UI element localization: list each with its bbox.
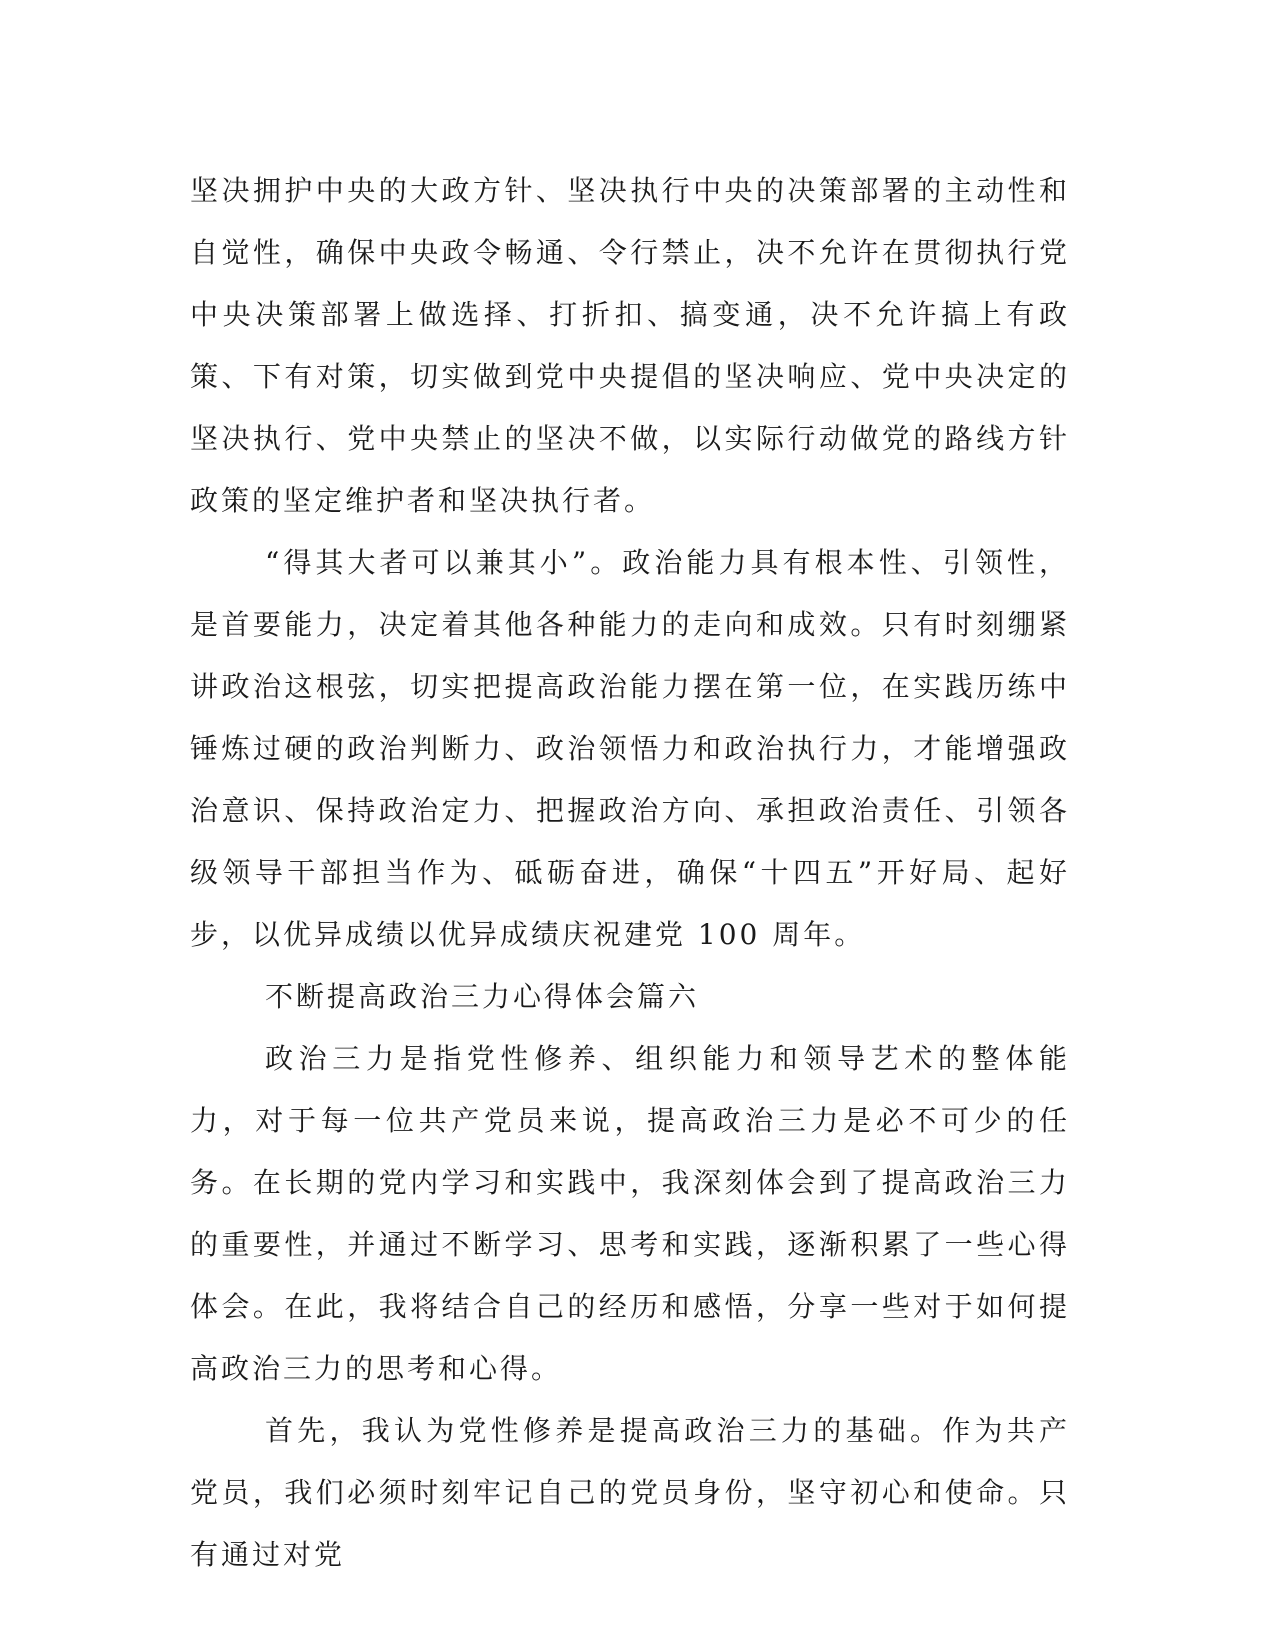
section-heading: 不断提高政治三力心得体会篇六 <box>265 980 700 1013</box>
paragraph-party-spirit: 首先，我认为党性修养是提高政治三力的基础。作为共产党员，我们必须时刻牢记自己的党员身份，坚守初心和使命。只有通过对党 <box>190 1414 1070 1571</box>
paragraph-intro-three-abilities: 政治三力是指党性修养、组织能力和领导艺术的整体能力，对于每一位共产党员来说，提高政治三力是必不可少的任务。在长期的党内学习和实践中，我深刻体会到了提高政治三力的重要性，并通过不断学习、思考和实践，逐渐积累了一些心得体会。在此，我将结合自己的经历和感悟，分享一些对于如何提高政治三力的思考和心得。 <box>190 1042 1070 1385</box>
paragraph-political-ability: “得其大者可以兼其小”。政治能力具有根本性、引领性，是首要能力，决定着其他各种能力的走向和成效。只有时刻绷紧讲政治这根弦，切实把提高政治能力摆在第一位，在实践历练中锤炼过硬的政治判断力、政治领悟力和政治执行力，才能增强政治意识、保持政治定力、把握政治方向、承担政治责任、引领各级领导干部担当作为、砥砺奋进，确保“十四五”开好局、起好步，以优异成绩以优异成绩庆祝建党 100 周年。 <box>190 546 1070 951</box>
paragraph-continuation: 坚决拥护中央的大政方针、坚决执行中央的决策部署的主动性和自觉性，确保中央政令畅通、令行禁止，决不允许在贯彻执行党中央决策部署上做选择、打折扣、搞变通，决不允许搞上有政策、下有对策，切实做到党中央提倡的坚决响应、党中央决定的坚决执行、党中央禁止的坚决不做，以实际行动做党的路线方针政策的坚定维护者和坚决执行者。 <box>190 174 1070 517</box>
document-body <box>190 160 1070 1586</box>
